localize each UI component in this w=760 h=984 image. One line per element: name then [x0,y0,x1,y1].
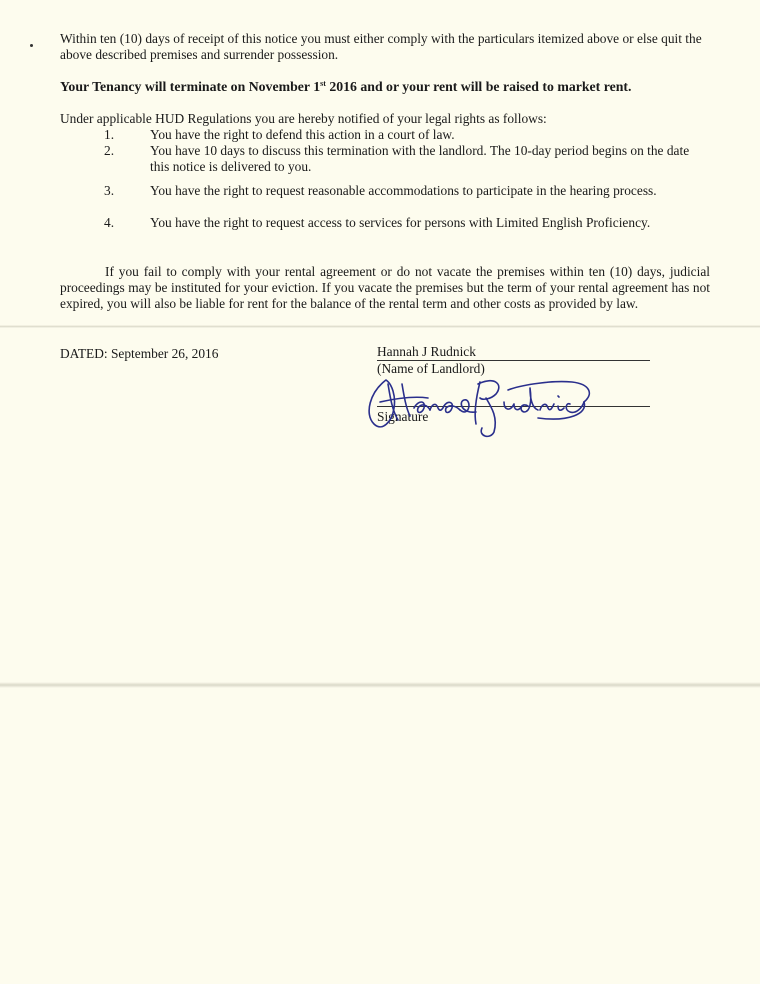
rights-item-number: 1. [104,127,115,142]
rights-item-number: 3. [104,183,115,198]
eviction-paragraph: If you fail to comply with your rental agreement or do not vacate the premises within ten (10) days, judicial proceedings may be instituted for your eviction. If you vacate the premises but the term of your rental agreement has not expired, you will also be liable for rent for the balance of the rental term and other costs as provided by law. [60,264,710,311]
paper-fold-line [0,682,760,688]
rights-item-text: You have the right to defend this action in a court of law. [150,127,455,142]
landlord-name: Hannah J Rudnick [377,344,650,361]
termination-statement [60,79,710,95]
margin-mark [30,44,33,47]
termination-superscript: st [320,79,326,88]
rights-item-number: 4. [104,215,115,230]
rights-item-number: 2. [104,143,115,158]
comply-paragraph: Within ten (10) days of receipt of this notice you must either comply with the particulars itemized above or else quit the above described premises and surrender possession. [60,31,702,62]
paper-fold-line [0,325,760,328]
rights-item-text: You have the right to request reasonable accommodations to participate in the hearing process. [150,183,657,198]
landlord-name-caption: (Name of Landlord) [377,361,485,376]
termination-text-start: Your Tenancy will terminate on November 1 [60,79,321,94]
rights-item-text: You have 10 days to discuss this termination with the landlord. The 10-day period begins on the date this notice is delivered to you. [150,143,690,174]
dated-line: DATED: September 26, 2016 [60,346,219,361]
termination-text-end: 2016 and or your rent will be raised to market rent. [325,79,632,94]
rights-intro: Under applicable HUD Regulations you are hereby notified of your legal rights as follows: [60,111,547,126]
rights-item-text: You have the right to request access to services for persons with Limited English Proficiency. [150,215,651,230]
signature-caption: Signature [377,409,429,424]
handwritten-signature [358,362,598,440]
